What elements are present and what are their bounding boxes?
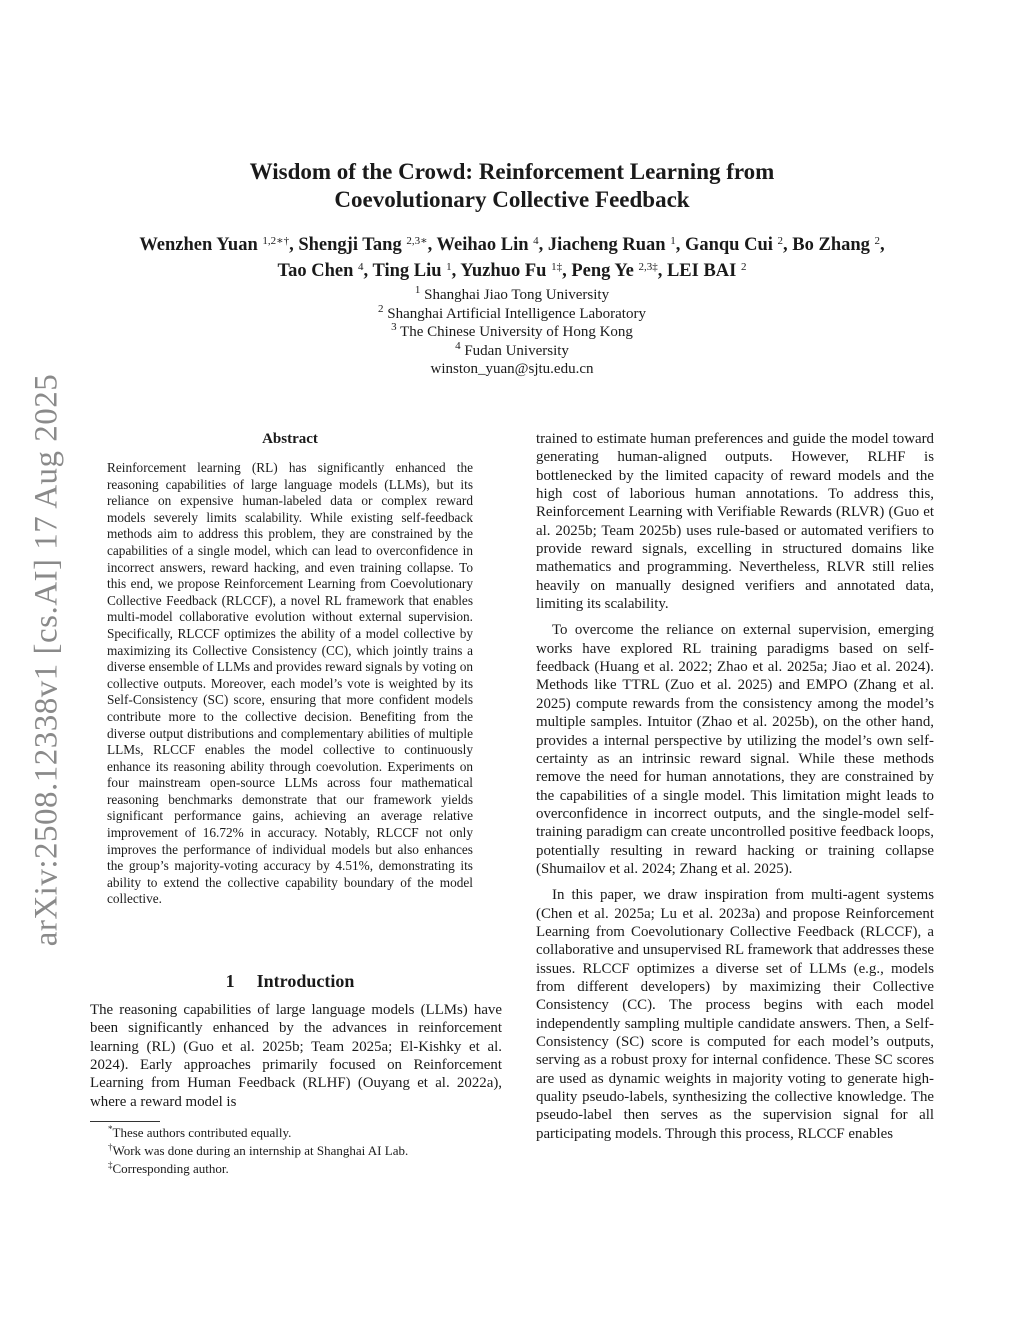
author-name: Shengji Tang xyxy=(298,235,402,255)
affiliation xyxy=(0,302,1024,324)
footnote-mark: ‡ xyxy=(108,1160,113,1170)
affiliation xyxy=(0,339,1024,361)
title-line-2: Coevolutionary Collective Feedback xyxy=(334,187,690,212)
author-name: Wenzhen Yuan xyxy=(139,235,258,255)
affiliation-mark: 2 xyxy=(378,302,384,315)
footnotes xyxy=(108,1124,408,1178)
contact-email[interactable]: winston_yuan@sjtu.edu.cn xyxy=(430,361,594,377)
affiliations xyxy=(0,286,1024,379)
section-number: 1 xyxy=(225,971,235,991)
affiliation-name: Shanghai Artificial Intelligence Laboratory xyxy=(387,305,646,322)
body-paragraph: To overcome the reliance on external supervision, emerging works have explored RL training paradigms based on self-feedback (Huang et al. 2022; Zhao et al. 2025a; Jiao et al. 2024). Methods like TTRL (Zuo et al. 2025) and EMPO (Zhang et al. 2025) compute rewards from the consistency among the model’s multiple samples. Intuitor (Zhao et al. 2025b), on the other hand, provides a internal perspective by utilizing the model’s own self-certainty as an intrinsic reward signal. While these methods remove the need for human annotations, they are constrained by the capabilities of a single model. This limitation might leads to overconfidence in incorrect outputs, and the single-model self-training paradigm can create uncontrolled positive feedback loops, potentially resulting in reward hacking or training collapse (Shumailov et al. 2024; Zhang et al. 2025). xyxy=(536,622,934,877)
affiliation-name: Shanghai Jiao Tong University xyxy=(424,287,610,303)
author-name: Bo Zhang xyxy=(792,235,870,255)
affiliation-mark: 1 xyxy=(414,284,421,296)
section-title: Introduction xyxy=(256,971,355,991)
introduction-body xyxy=(90,1001,502,1111)
author-affil-marks: 4 xyxy=(533,235,539,247)
footnote xyxy=(108,1142,408,1160)
title-line-1: Wisdom of the Crowd: Reinforcement Learning from xyxy=(249,159,775,184)
footnote-text: These authors contributed equally. xyxy=(112,1125,292,1140)
author-name: Tao Chen xyxy=(277,261,354,281)
abstract-heading: Abstract xyxy=(262,431,318,447)
body-paragraph: The reasoning capabilities of large language models (LLMs) have been significantly enhanced by the advances in reinforcement learning (RL) (Guo et al. 2025b; Team 2025a; El-Kishky et al. 2024). Early approaches primarily focused on Reinforcement Learning from Human Feedback (RLHF) (Ouyang et al. 2022a), where a reward model is xyxy=(90,1002,502,1110)
author-affil-marks: 2 xyxy=(874,235,881,247)
author-name: Yuzhuo Fu xyxy=(460,261,547,281)
author-affil-marks: 1 xyxy=(670,235,676,247)
author-affil-marks: 1 xyxy=(446,261,452,273)
affiliation-name: Fudan University xyxy=(464,342,569,359)
author-line-2: Tao Chen $^4$, Ting Liu $^1$, Yuzhuo Fu $^{1\ddagger}$, Peng Ye $^{2,3\ddagger}$, LEI BAI $^2$ xyxy=(277,261,747,281)
author-line-1: Wenzhen Yuan $^{1,2∗\dagger}$, Shengji Tang $^{2,3∗}$, Weihao Lin $^4$, Jiacheng Ruan $^1$, Ganqu Cui $^2$, Bo Zhang $^2$, xyxy=(139,235,885,255)
footnote-mark: * xyxy=(108,1124,113,1134)
affiliation xyxy=(0,286,1024,305)
footnote-text: Work was done during an internship at Shanghai AI Lab. xyxy=(112,1143,409,1158)
section-heading-introduction xyxy=(90,971,490,992)
author-affil-marks: 2 xyxy=(741,261,747,273)
author-list xyxy=(80,232,944,284)
author-affil-marks: 2,3‡ xyxy=(638,261,658,273)
footnote xyxy=(108,1124,408,1142)
author-name: Peng Ye xyxy=(571,261,634,281)
author-name: Ting Liu xyxy=(372,261,442,281)
footnote-mark: † xyxy=(108,1142,113,1152)
footnote-divider xyxy=(90,1121,160,1122)
affiliation-name: The Chinese University of Hong Kong xyxy=(400,324,633,340)
affiliation xyxy=(0,323,1024,342)
author-name: Jiacheng Ruan xyxy=(547,235,666,255)
abstract-text: Reinforcement learning (RL) has significantly enhanced the reasoning capabilities of large language models (LLMs), but its reliance on expensive human-labeled data or complex reward models severely limits scalability. While existing self-feedback methods aim to address this problem, they are constrained by the capabilities of a single model, which can lead to overconfidence in incorrect answers, reward hacking, and even training collapse. To this end, we propose Reinforcement Learning from Coevolutionary Collective Feedback (RLCCF), a novel RL framework that enables multi-model collaborative evolution without external supervision. Specifically, RLCCF optimizes the ability of a model collective by maximizing its Collective Consistency (CC), which jointly trains a diverse ensemble of LLMs and provides reward signals by voting on collective outputs. Moreover, each model’s vote is weighted by its Self-Consistency (SC) score, ensuring that more confident models contribute more to the collective decision. Benefiting from the diverse output distributions and complementary abilities of multiple LLMs, RLCCF enables the model collective to continuously enhance its reasoning ability through coevolution. Experiments on four mainstream open-source LLMs across four mathematical reasoning benchmarks demonstrate that our framework yields significant performance gains, achieving an average relative improvement of 16.72% in accuracy. Notably, RLCCF not only improves the performance of individual models but also enhances the group’s majority-voting accuracy by 4.51%, demonstrating its ability to extend the collective capability boundary of the model collective. xyxy=(107,460,473,907)
author-affil-marks: 1,2∗† xyxy=(262,235,290,247)
paper-title xyxy=(0,158,1024,214)
body-paragraph: In this paper, we draw inspiration from multi-agent systems (Chen et al. 2025a; Lu et al. 2023a) and propose Reinforcement Learning from Coevolutionary Collective Feedback (RLCCF), a collaborative and unsupervised RL framework that addresses these issues. RLCCF optimizes a diverse set of LLMs (e.g., models from different developers) by maximizing their Collective Consistency (CC). The process begins with each model independently sampling multiple candidate answers. Then, a Self-Consistency (SC) score is computed for each model’s outputs, serving as a robust proxy for internal confidence. These SC scores are used as dynamic weights in majority voting to generate high-quality pseudo-labels, synthesizing the collective knowledge. The pseudo-label then serves as the supervision signal for all participating models. Through this process, RLCCF enables xyxy=(536,887,934,1142)
arxiv-identifier: arXiv:2508.12338v1 [cs.AI] 17 Aug 2025 xyxy=(28,373,65,947)
right-column xyxy=(536,430,934,1143)
body-paragraph: trained to estimate human preferences and guide the model toward generating human-aligned outputs. However, RLHF is bottlenecked by the limited capacity of reward models and the high cost of laborious human annotations. To address this, Reinforcement Learning with Verifiable Rewards (RLVR) (Guo et al. 2025b; Team 2025b) uses rule-based or automated verifiers to provide reward signals, excelling in structured domains like mathematics and programming. Nevertheless, RLVR still relies heavily on manually designed verifiers and annotated data, limiting its scalability. xyxy=(536,431,934,613)
author-affil-marks: 2 xyxy=(777,235,784,247)
author-name: Weihao Lin xyxy=(436,235,529,255)
footnote xyxy=(108,1160,408,1178)
affiliation-mark: 3 xyxy=(391,321,397,333)
footnote-text: Corresponding author. xyxy=(112,1161,229,1176)
author-affil-marks: 2,3∗ xyxy=(406,235,428,247)
author-affil-marks: 1‡ xyxy=(551,261,563,273)
author-name: Ganqu Cui xyxy=(684,235,773,255)
affiliation-mark: 4 xyxy=(455,339,461,352)
author-name: LEI BAI xyxy=(666,261,737,281)
author-affil-marks: 4 xyxy=(358,261,364,273)
